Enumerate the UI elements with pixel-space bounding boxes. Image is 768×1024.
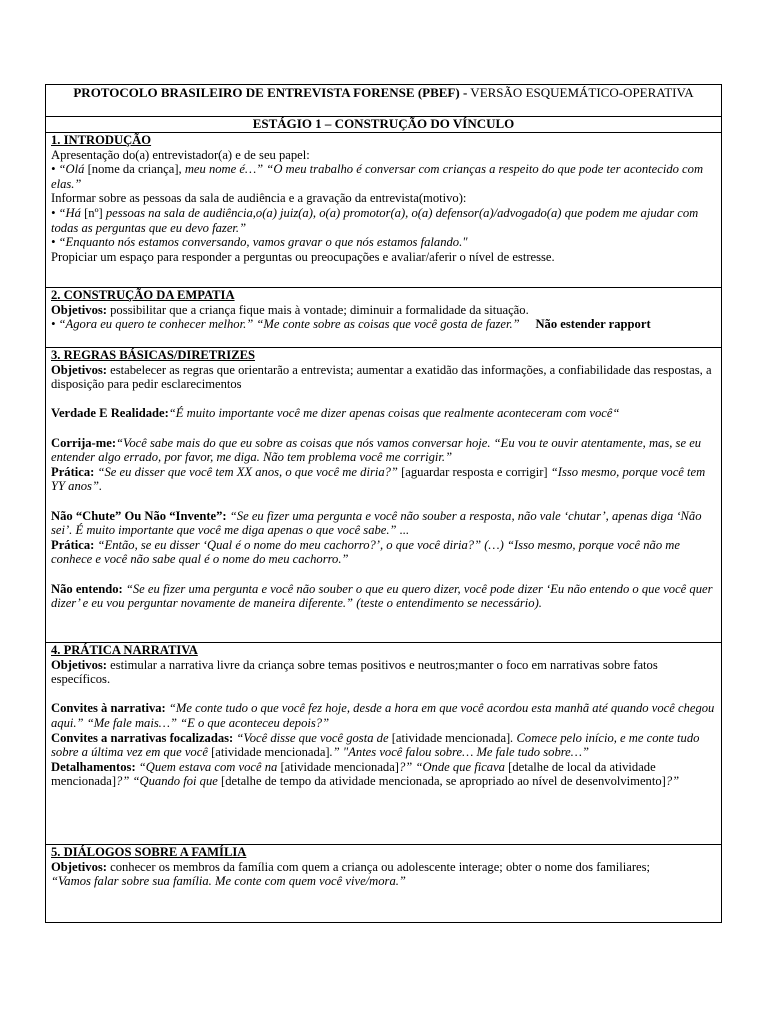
intro-quote-a: • “Olá	[51, 162, 88, 177]
narrativa-objetivos	[51, 658, 716, 687]
intro-line-2	[51, 162, 716, 191]
section-pratica-narrativa	[46, 642, 721, 844]
focalizadas-text-a: “Você disse que você gosta de	[233, 730, 392, 745]
convites-narrativa	[51, 701, 716, 730]
focalizadas-text-c: .” "Antes você falou sobre… Me fale tudo sobre…”	[329, 745, 589, 760]
objetivos-label: Objetivos:	[51, 302, 107, 317]
placeholder-tempo: [detalhe de tempo da atividade mencionada, se apropriado ao nível de desenvolvimento]	[221, 774, 666, 789]
intro-line-4	[51, 206, 716, 235]
intro-quote-c: • “Há	[51, 205, 85, 220]
objetivos-label: Objetivos:	[51, 362, 107, 377]
placeholder-local: [detalhe de local da atividade mencionada]	[51, 759, 656, 789]
rule-label: Não entendo:	[51, 581, 123, 596]
intro-line-3: Informar sobre as pessoas da sala de audiência e a gravação da entrevista(motivo):	[51, 191, 467, 206]
familia-quote: “Vamos falar sobre sua família. Me conte com quem você vive/mora.”	[51, 874, 406, 889]
pratica-label: Prática:	[51, 537, 95, 552]
empatia-objetivos	[51, 303, 716, 318]
intro-quote-b: , meu nome é…” “O meu trabalho é conversar com crianças a respeito do que pode ter acontecido com elas.”	[51, 162, 704, 191]
rule-text: “É muito importante você me dizer apenas coisas que realmente aconteceram com você“	[168, 406, 620, 421]
regras-objetivos	[51, 363, 716, 392]
title-bold: PROTOCOLO BRASILEIRO DE ENTREVISTA FORENSE (PBEF) -	[73, 85, 468, 100]
objetivos-text: conhecer os membros da família com quem a criança ou adolescente interage; obter o nome dos familiares;	[106, 859, 651, 874]
objetivos-text: estimular a narrativa livre da criança sobre temas positivos e neutros;manter o foco em narrativas sobre fatos específicos.	[51, 657, 658, 687]
intro-quote-e: • “Enquanto nós estamos conversando, vamos gravar o que nós estamos falando."	[51, 235, 468, 250]
section-regras	[46, 347, 721, 642]
rule-text: “Se eu fizer uma pergunta e você não souber o que eu quero dizer, você pode dizer ‘Eu não entendo o que você quer dizer’ e eu vou perguntar novamente de maneira diferente.”	[51, 581, 713, 611]
pratica-text: “Então, se eu disser ‘Qual é o nome do meu cachorro?’, o que você diria?” (…) “Isso mesmo, porque você não me conhece e você não sabe qual é o nome do meu cachorro.”	[51, 537, 680, 567]
section-heading: 4. PRÁTICA NARRATIVA	[51, 643, 198, 657]
intro-quote-d: pessoas na sala de audiência,o(a) juiz(a), o(a) promotor(a), o(a) defensor(a)/advogado(a) que podem me ajudar com todas as perguntas que eu devo fazer.”	[51, 205, 699, 235]
empatia-note: Não estender rapport	[535, 317, 651, 332]
document-title	[46, 85, 721, 116]
section-heading: 2. CONSTRUÇÃO DA EMPATIA	[51, 288, 235, 302]
familia-example	[51, 874, 716, 889]
detalhamentos-text-b: ?” “Onde que ficava	[399, 759, 509, 774]
pratica-2	[51, 538, 716, 567]
detalhamentos-text-a: “Quem estava com você na	[135, 759, 281, 774]
pratica-text-b: “Isso mesmo, porque você tem YY anos”.	[51, 464, 706, 494]
focalizadas-text-b: . Comece pelo início, e me conte tudo sobre a última vez em que você	[51, 730, 700, 760]
rule-label: Verdade E Realidade:	[51, 406, 169, 421]
convites-focalizadas	[51, 731, 716, 760]
intro-placeholder-b: [nº]	[84, 205, 103, 220]
focalizadas-label: Convites a narrativas focalizadas:	[51, 730, 234, 745]
rule-text: “Se eu fizer uma pergunta e você não souber a resposta, não vale ‘chutar’, apenas diga ‘Não sei’. É muito importante que você me diga apenas o que você sabe.” ...	[51, 508, 702, 538]
detalhamentos	[51, 760, 716, 789]
detalhamentos-text-d: ?”	[665, 774, 680, 789]
rule-text: “Você sabe mais do que eu sobre as coisas que nós vamos conversar hoje. “Eu vou te ouvir atentamente, mas, se eu entender algo errado, por favor, me diga. Não tem problema você me corrigir.”	[51, 435, 702, 465]
objetivos-label: Objetivos:	[51, 859, 107, 874]
empatia-quote: • “Agora eu quero te conhecer melhor.” “Me conte sobre as coisas que você gosta de fazer.”	[51, 317, 520, 332]
verdade-rule	[51, 406, 716, 421]
corrija-rule	[51, 436, 716, 465]
rule-label: Corrija-me:	[51, 435, 117, 450]
pratica-text-a: “Se eu disser que você tem XX anos, o que você me diria?”	[94, 464, 402, 479]
intro-line-6: Propiciar um espaço para responder a perguntas ou preocupações e avaliar/aferir o nível de estresse.	[51, 249, 555, 264]
stage-heading: ESTÁGIO 1 – CONSTRUÇÃO DO VÍNCULO	[46, 116, 721, 132]
placeholder-atividade: [atividade mencionada]	[391, 730, 511, 745]
detalhamentos-label: Detalhamentos:	[51, 759, 136, 774]
pratica-instruction: [aguardar resposta e corrigir]	[401, 464, 548, 479]
empatia-example	[51, 317, 716, 332]
objetivos-text: possibilitar que a criança fique mais à vontade; diminuir a formalidade da situação.	[106, 302, 529, 317]
objetivos-text: estabelecer as regras que orientarão a entrevista; aumentar a exatidão das informações, a confiabilidade das respostas, a disposição para pedir esclarecimentos	[51, 362, 712, 392]
pratica-label: Prática:	[51, 464, 95, 479]
detalhamentos-text-c: ?” “Quando foi que	[116, 774, 222, 789]
section-introducao	[46, 132, 721, 287]
nao-entendo-rule	[51, 582, 716, 611]
section-empatia	[46, 287, 721, 347]
placeholder-atividade: [atividade mencionada]	[211, 745, 330, 760]
rule-note: (teste o entendimento se necessário).	[356, 596, 542, 611]
section-familia	[46, 844, 721, 922]
convites-label: Convites à narrativa:	[51, 701, 166, 716]
familia-objetivos	[51, 860, 716, 875]
title-rest: VERSÃO ESQUEMÁTICO-OPERATIVA	[467, 85, 694, 100]
rule-label: Não “Chute” Ou Não “Invente”:	[51, 508, 227, 523]
intro-placeholder-a: [nome da criança]	[87, 162, 179, 177]
convites-text: “Me conte tudo o que você fez hoje, desde a hora em que você acordou esta manhã até quando você chegou aqui.” “Me fale mais…” “E o que aconteceu depois?”	[51, 701, 715, 730]
section-heading: 3. REGRAS BÁSICAS/DIRETRIZES	[51, 348, 256, 362]
nao-chute-rule	[51, 509, 716, 538]
section-heading: 5. DIÁLOGOS SOBRE A FAMÍLIA	[51, 845, 247, 859]
pratica-1	[51, 465, 716, 494]
intro-line-5	[51, 235, 716, 250]
placeholder-atividade: [atividade mencionada]	[280, 759, 399, 774]
intro-line-1: Apresentação do(a) entrevistador(a) e de seu papel:	[51, 147, 310, 162]
objetivos-label: Objetivos:	[51, 657, 107, 672]
protocol-table	[45, 84, 722, 923]
section-heading: 1. INTRODUÇÃO	[51, 133, 152, 147]
